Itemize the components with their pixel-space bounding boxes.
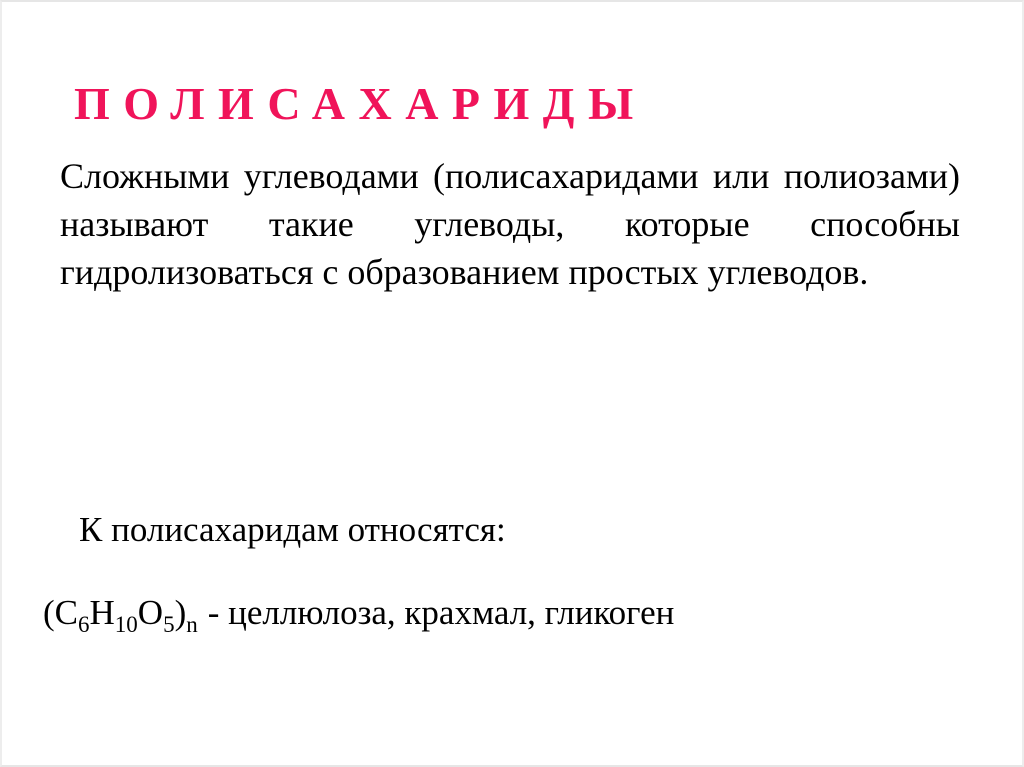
formula-open: (C	[43, 593, 78, 632]
formula-line	[43, 590, 674, 636]
formula-subscript-o: 5	[163, 612, 175, 637]
chemical-formula	[43, 593, 198, 637]
formula-subscript-c: 6	[78, 612, 90, 637]
formula-close: )	[174, 593, 187, 632]
formula-h: H	[89, 593, 115, 632]
definition-paragraph: Сложными углеводами (полисахаридами или полиозами) называют такие углеводы, которые способны гидролизоваться с образованием простых углеводов.	[60, 156, 960, 292]
slide-title: ПОЛИСАХАРИДЫ	[74, 78, 647, 129]
polysaccharides-subheading: К полисахаридам относятся:	[79, 510, 506, 549]
formula-o: O	[137, 593, 164, 632]
formula-subscript-n: n	[186, 612, 198, 637]
polysaccharide-examples: - целлюлоза, крахмал, гликоген	[207, 593, 675, 632]
formula-subscript-h: 10	[114, 612, 138, 637]
